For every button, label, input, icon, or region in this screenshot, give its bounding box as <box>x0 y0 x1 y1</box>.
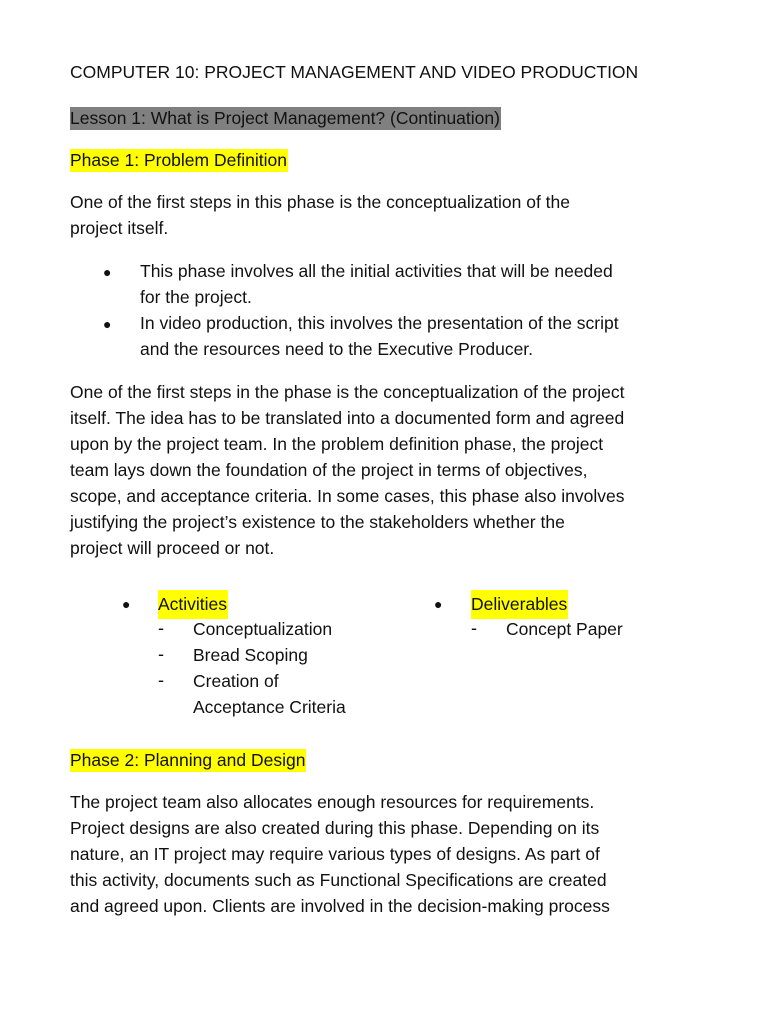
phase1-paragraph-line: One of the first steps in the phase is the conceptualization of the project <box>70 382 625 402</box>
bullet-marker: ● <box>103 316 112 332</box>
phase2-paragraph-line: and agreed upon. Clients are involved in the decision-making process <box>70 896 610 916</box>
phase2-heading-text: Phase 2: Planning and Design <box>70 750 306 770</box>
activity-item: Bread Scoping <box>193 645 308 665</box>
phase1-heading <box>70 147 710 173</box>
phase1-paragraph-line: justifying the project’s existence to the stakeholders whether the <box>70 512 565 532</box>
phase1-paragraph-line: project will proceed or not. <box>70 538 275 558</box>
phase1-heading-text: Phase 1: Problem Definition <box>70 150 287 170</box>
bullet-marker: ● <box>122 596 131 612</box>
dash-marker: - <box>158 670 164 690</box>
phase1-paragraph-line: scope, and acceptance criteria. In some cases, this phase also involves <box>70 486 625 506</box>
activity-item: Acceptance Criteria <box>193 697 346 717</box>
phase1-paragraph-line: itself. The idea has to be translated into a documented form and agreed <box>70 408 625 428</box>
phase1-intro-line: One of the first steps in this phase is the conceptualization of the <box>70 192 571 212</box>
activity-item: Creation of <box>193 671 279 691</box>
dash-marker: - <box>471 618 477 638</box>
bullet-line: This phase involves all the initial activities that will be needed <box>140 261 613 281</box>
deliverables-label: Deliverables <box>471 590 568 619</box>
bullet-marker: ● <box>434 596 443 612</box>
bullet-marker: ● <box>103 264 112 280</box>
bullet-line: and the resources need to the Executive Producer. <box>140 339 534 359</box>
deliverable-item: Concept Paper <box>506 619 623 639</box>
phase2-heading <box>70 747 710 773</box>
phase1-paragraph-line: upon by the project team. In the problem definition phase, the project <box>70 434 604 454</box>
phase2-paragraph-line: Project designs are also created during this phase. Depending on its <box>70 818 600 838</box>
dash-marker: - <box>158 618 164 638</box>
phase1-paragraph-line: team lays down the foundation of the project in terms of objectives, <box>70 460 588 480</box>
lesson-heading <box>70 105 710 131</box>
phase2-paragraph-line: this activity, documents such as Functional Specifications are created <box>70 870 607 890</box>
phase2-paragraph-line: nature, an IT project may require various types of designs. As part of <box>70 844 600 864</box>
document-title <box>70 59 710 85</box>
lesson-heading-text: Lesson 1: What is Project Management? (Continuation) <box>70 108 500 128</box>
bullet-line: In video production, this involves the presentation of the script <box>140 313 619 333</box>
phase1-intro-line: project itself. <box>70 218 169 238</box>
bullet-line: for the project. <box>140 287 252 307</box>
activity-item: Conceptualization <box>193 619 333 639</box>
phase2-paragraph-line: The project team also allocates enough resources for requirements. <box>70 792 595 812</box>
activities-label: Activities <box>158 590 228 619</box>
document-title-text: COMPUTER 10: PROJECT MANAGEMENT AND VIDEO PRODUCTION <box>70 62 639 82</box>
dash-marker: - <box>158 644 164 664</box>
